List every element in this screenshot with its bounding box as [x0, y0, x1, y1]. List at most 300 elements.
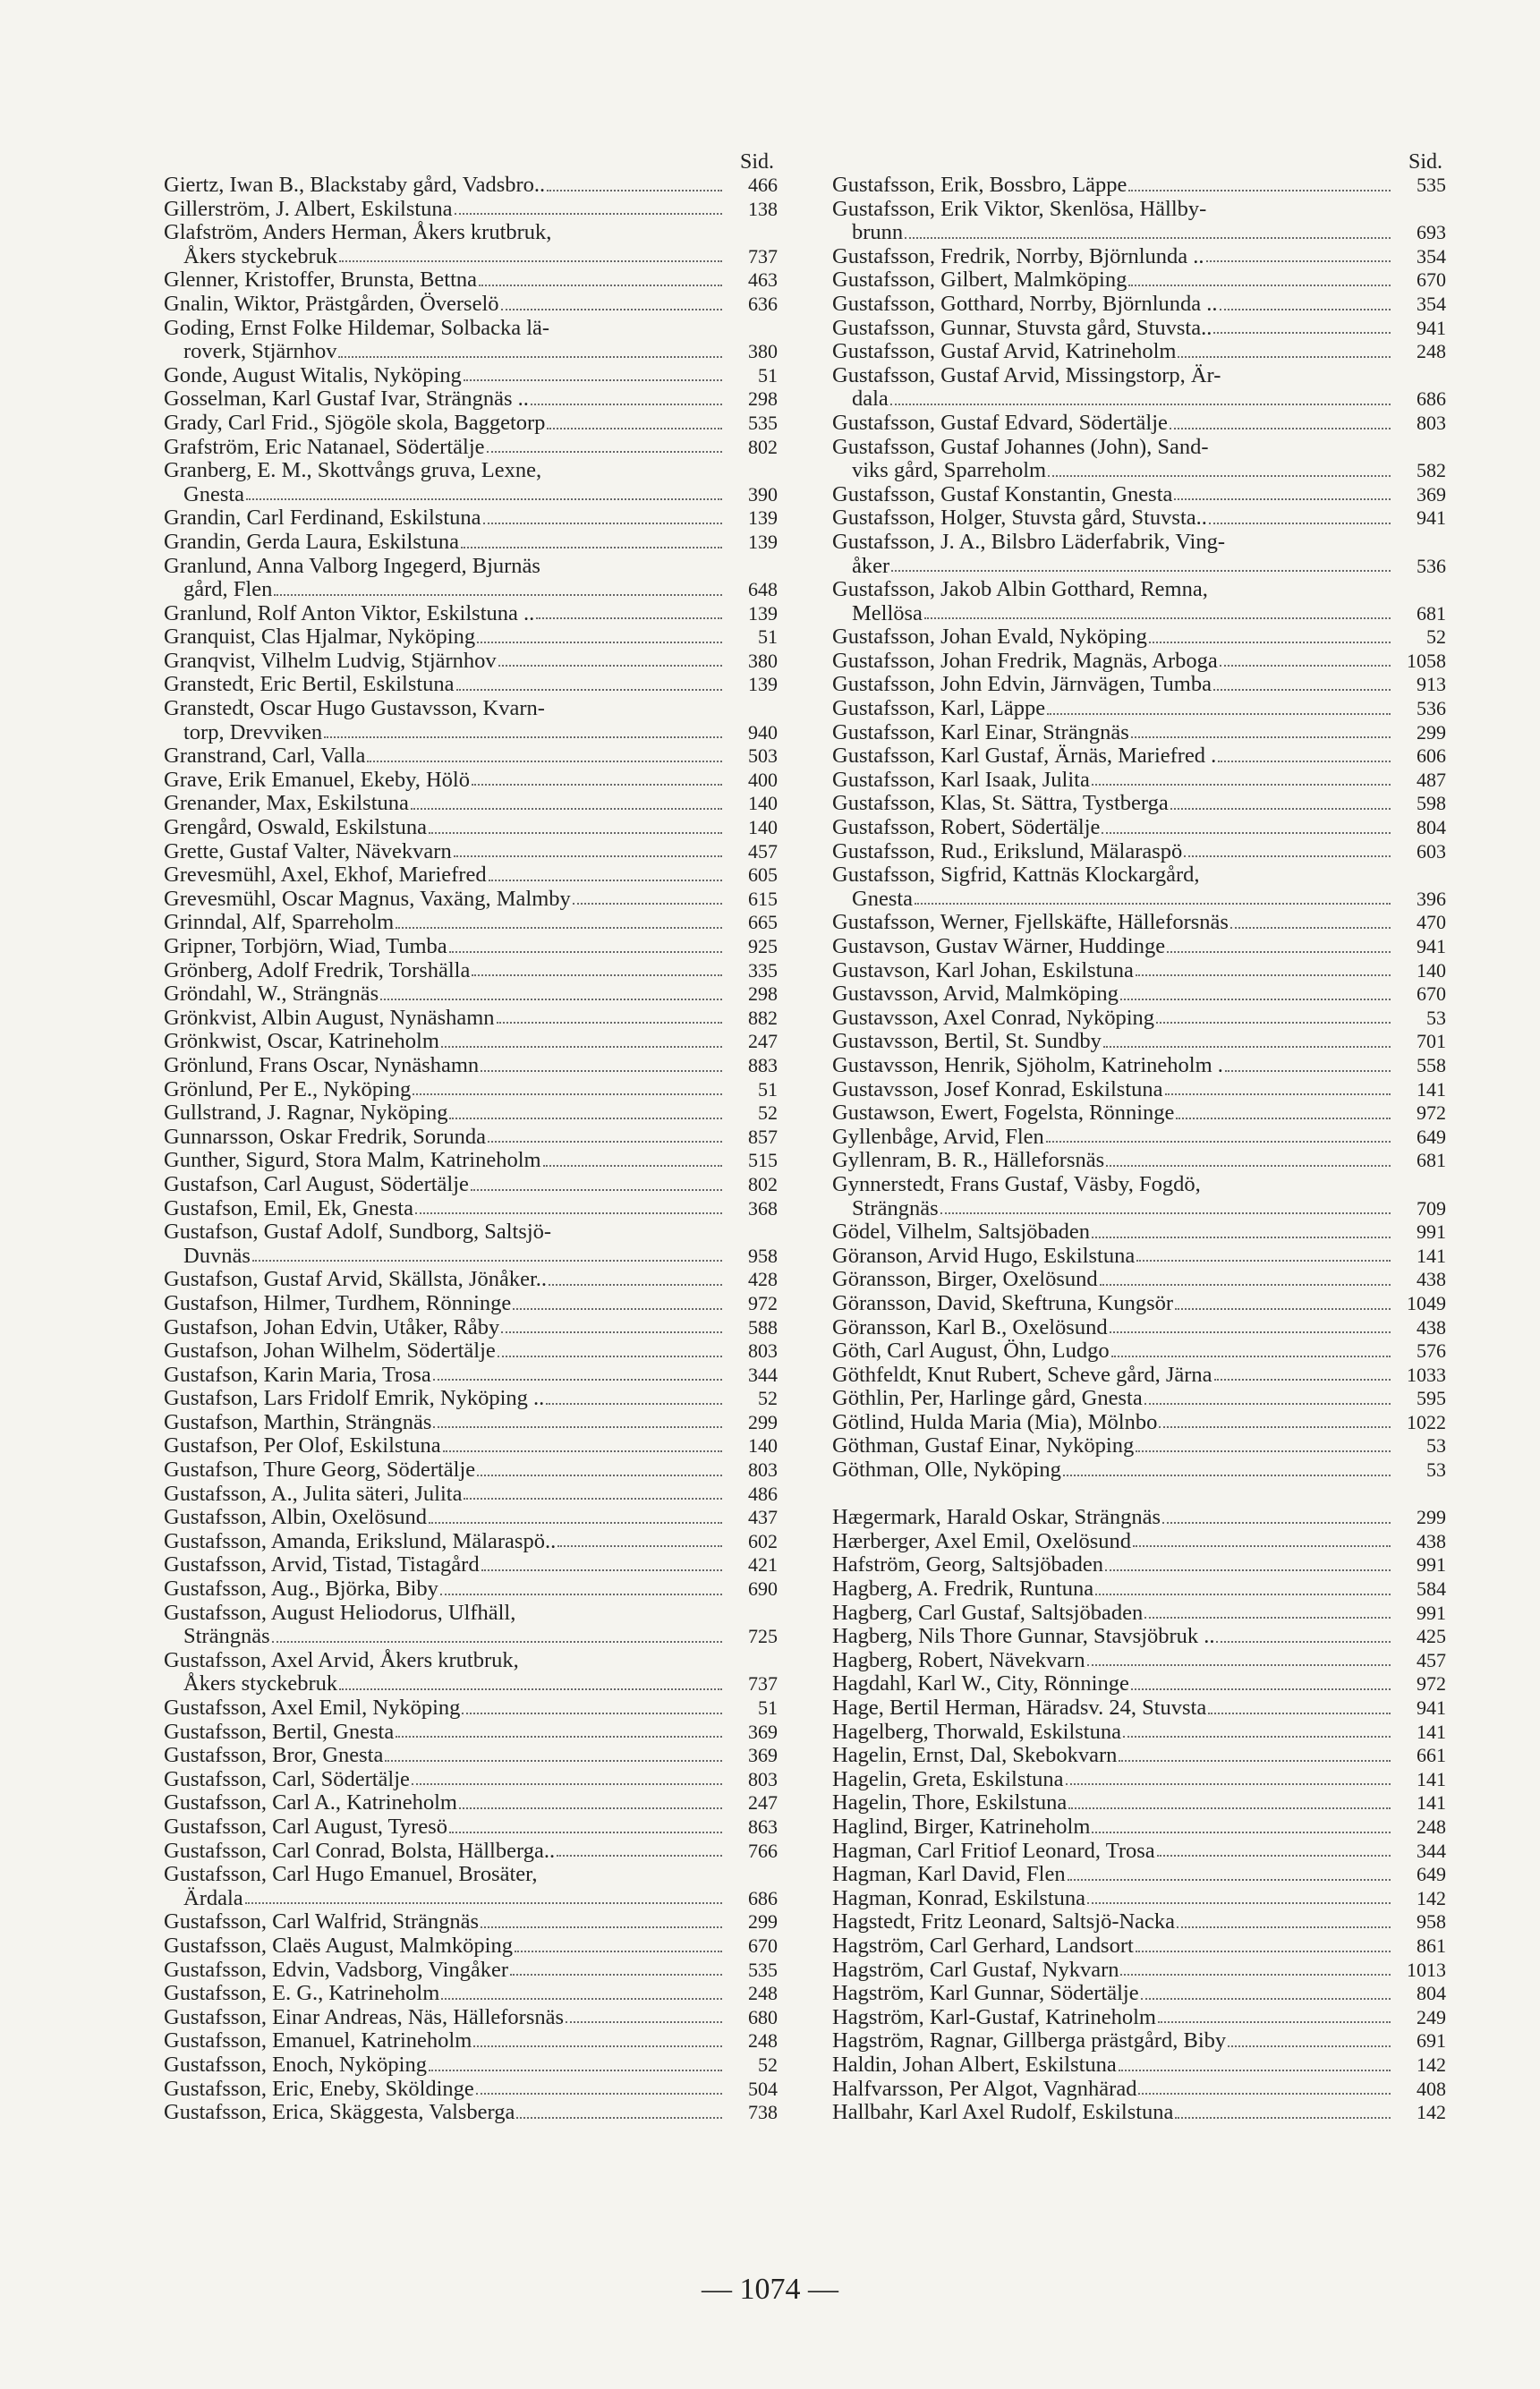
index-entry [832, 1530, 1446, 1554]
leader-dots [1103, 1045, 1391, 1048]
entry-page-number: 368 [748, 1196, 778, 1220]
index-entry [832, 863, 1446, 888]
index-entry [832, 1030, 1446, 1054]
entry-name: Göthman, Olle, Nyköping [832, 1458, 1061, 1483]
index-entry [832, 1959, 1446, 1983]
entry-name: Gustafsson, Klas, St. Sättra, Tystberga [832, 791, 1169, 816]
index-entry [832, 721, 1446, 745]
leader-dots [1206, 259, 1391, 262]
index-entry [832, 1387, 1446, 1411]
index-entry [164, 364, 778, 388]
index-entry [164, 1173, 778, 1197]
entry-name: Duvnäs [183, 1243, 251, 1268]
index-entry [164, 1815, 778, 1840]
entry-name: Gustafsson, Carl, Södertälje [164, 1766, 410, 1791]
leader-dots [891, 569, 1391, 572]
entry-page-number: 51 [758, 625, 778, 649]
entry-name: Gustafsson, Gustaf Konstantin, Gnesta [832, 481, 1173, 506]
index-entry [832, 531, 1446, 555]
entry-name: Gustafsson, Gunnar, Stuvsta gård, Stuvsta.. [832, 315, 1212, 340]
leader-dots [557, 1544, 722, 1547]
index-entry [164, 2006, 778, 2030]
entry-page-number: 299 [1417, 1506, 1446, 1529]
entry-page-number: 487 [1417, 768, 1446, 791]
index-entry [832, 2078, 1446, 2102]
index-entry [832, 1672, 1446, 1696]
entry-name: Glenner, Kristoffer, Brunsta, Bettna [164, 268, 478, 293]
left-column [164, 150, 778, 2125]
index-entry [832, 769, 1446, 793]
leader-dots [1165, 1092, 1391, 1095]
entry-name: Gustafsson, J. A., Bilsbro Läderfabrik, Ving- [832, 529, 1226, 554]
entry-page-number: 1022 [1407, 1410, 1446, 1433]
leader-dots [252, 1259, 722, 1262]
entry-page-number: 1033 [1407, 1363, 1446, 1386]
index-entry [164, 174, 778, 198]
leader-dots [1177, 1926, 1391, 1928]
entry-page-number: 335 [748, 958, 778, 982]
entry-page-number: 605 [748, 863, 778, 887]
index-entry [164, 245, 778, 269]
leader-dots [1131, 735, 1391, 738]
entry-page-number: 1049 [1407, 1291, 1446, 1314]
leader-dots [547, 189, 722, 191]
entry-name: Gustafson, Emil, Ek, Gnesta [164, 1195, 413, 1220]
leader-dots [549, 1283, 722, 1286]
entry-page-number: 470 [1417, 911, 1446, 934]
leader-dots [412, 1782, 722, 1785]
index-entry [832, 911, 1446, 935]
leader-dots [1138, 2092, 1391, 2095]
index-entry [164, 1149, 778, 1173]
entry-page-number: 380 [748, 649, 778, 672]
entry-name: Gustafson, Lars Fridolf Emrik, Nyköping .. [164, 1386, 545, 1411]
entry-name: Gyllenbåge, Arvid, Flen [832, 1124, 1044, 1149]
entry-page-number: 595 [1417, 1387, 1446, 1410]
entry-name: Gustafsson, Rud., Erikslund, Mälaraspö [832, 838, 1183, 863]
entry-page-number: 504 [748, 2077, 778, 2100]
index-entry [164, 1910, 778, 1934]
leader-dots [1110, 1331, 1391, 1333]
leader-dots [380, 998, 722, 1000]
leader-dots [566, 2020, 722, 2023]
entry-page-number: 248 [748, 2029, 778, 2053]
leader-dots [1176, 1117, 1391, 1119]
index-entry [832, 2101, 1446, 2125]
entry-name: Gunnarsson, Oskar Fredrik, Sorunda [164, 1124, 486, 1149]
leader-dots [429, 1521, 722, 1524]
leader-dots [546, 1402, 722, 1405]
entry-page-number: 941 [1417, 316, 1446, 339]
leader-dots [531, 403, 722, 405]
entry-page-number: 140 [748, 816, 778, 839]
leader-dots [339, 1688, 722, 1690]
entry-page-number: 766 [748, 1839, 778, 1862]
index-entry [164, 2029, 778, 2053]
leader-dots [472, 783, 722, 786]
entry-page-number: 503 [748, 744, 778, 768]
index-entry [832, 2006, 1446, 2030]
entry-name: Gustafsson, Sigfrid, Kattnäs Klockargård, [832, 863, 1200, 888]
entry-name: Strängnäs [183, 1624, 270, 1649]
index-entry [832, 1744, 1446, 1768]
leader-dots [1216, 1640, 1391, 1643]
entry-name: Gustafson, Hilmer, Turdhem, Rönninge [164, 1290, 512, 1315]
entry-name: Gustavsson, Bertil, St. Sundby [832, 1029, 1102, 1054]
index-entry [832, 697, 1446, 721]
leader-dots [1170, 427, 1391, 429]
index-entry [832, 1602, 1446, 1626]
entry-page-number: 138 [748, 197, 778, 220]
entry-page-number: 606 [1417, 744, 1446, 768]
entry-name: Ärdala [183, 1885, 243, 1910]
leader-dots [1047, 712, 1391, 715]
entry-name: Granstedt, Eric Bertil, Eskilstuna [164, 672, 455, 697]
entry-name: Gustafsson, Gilbert, Malmköping [832, 268, 1127, 293]
leader-dots [461, 546, 722, 548]
entry-name: Gustavsson, Axel Conrad, Nyköping [832, 1005, 1154, 1030]
entry-name: Gustafsson, Erik Viktor, Skenlösa, Hällby- [832, 196, 1207, 221]
index-entry [164, 1197, 778, 1221]
entry-name: Gustafsson, Karl Isaak, Julita [832, 767, 1090, 792]
index-entry [832, 1768, 1446, 1792]
entry-name: Granlund, Rolf Anton Viktor, Eskilstuna .. [164, 600, 535, 625]
leader-dots [1149, 641, 1391, 643]
entry-name: Hagström, Karl-Gustaf, Katrineholm [832, 2004, 1156, 2029]
sid-header-right: Sid. [1408, 150, 1442, 174]
leader-dots [1214, 1378, 1391, 1381]
entry-name: Granstrand, Carl, Valla [164, 744, 366, 769]
index-entry [164, 1887, 778, 1911]
entry-name: Haglind, Birger, Katrineholm [832, 1814, 1091, 1839]
entry-name: Giertz, Iwan B., Blackstaby gård, Vadsbro.. [164, 173, 546, 197]
leader-dots [449, 1117, 722, 1119]
entry-name: Hallbahr, Karl Axel Rudolf, Eskilstuna [832, 2100, 1174, 2125]
entry-page-number: 140 [748, 1434, 778, 1458]
entry-page-number: 535 [748, 411, 778, 434]
index-entry [832, 816, 1446, 840]
entry-page-number: 690 [748, 1577, 778, 1601]
leader-dots [433, 1378, 722, 1381]
entry-name: Gnesta [852, 886, 914, 911]
entry-name: Grave, Erik Emanuel, Ekeby, Hölö [164, 767, 470, 792]
entry-page-number: 53 [1426, 1458, 1446, 1482]
entry-name: Hagberg, Nils Thore Gunnar, Stavsjöbruk .. [832, 1624, 1215, 1649]
leader-dots [536, 616, 722, 619]
entry-name: Götlind, Hulda Maria (Mia), Mölnbo [832, 1409, 1158, 1434]
index-entry [164, 1625, 778, 1649]
index-entry [832, 1054, 1446, 1078]
entry-name: dala [852, 387, 889, 412]
leader-dots [472, 973, 722, 976]
entry-page-number: 972 [748, 1291, 778, 1314]
entry-page-number: 972 [1417, 1101, 1446, 1125]
leader-dots [1162, 1521, 1391, 1524]
entry-page-number: 369 [748, 1720, 778, 1743]
entry-page-number: 139 [748, 506, 778, 530]
index-entry [164, 1840, 778, 1864]
entry-name: brunn [852, 220, 904, 245]
entry-page-number: 438 [1417, 1529, 1446, 1552]
entry-page-number: 457 [748, 839, 778, 863]
index-entry [832, 1339, 1446, 1364]
index-entry [832, 364, 1446, 388]
leader-dots [1218, 760, 1391, 762]
entry-page-number: 425 [1417, 1625, 1446, 1648]
entry-name: Hagberg, A. Fredrik, Runtuna [832, 1577, 1094, 1602]
index-entry [164, 268, 778, 293]
index-entry [164, 792, 778, 816]
entry-name: Grönkwist, Oscar, Katrineholm [164, 1029, 439, 1054]
leader-dots [272, 1640, 722, 1643]
leader-dots [1228, 2045, 1391, 2047]
index-entry [164, 506, 778, 531]
leader-dots [473, 2045, 722, 2047]
entry-name: Gustafsson, Karl, Läppe [832, 696, 1046, 721]
entry-name: Göth, Carl August, Öhn, Ludgo [832, 1339, 1110, 1364]
index-entry [832, 1815, 1446, 1840]
entry-page-number: 139 [748, 601, 778, 625]
index-entry [164, 935, 778, 959]
entry-page-number: 51 [758, 363, 778, 387]
entry-page-number: 670 [1417, 982, 1446, 1006]
entry-page-number: 369 [1417, 482, 1446, 506]
entry-name: Hafström, Georg, Saltsjöbaden [832, 1552, 1104, 1577]
entry-name: Hagberg, Carl Gustaf, Saltsjöbaden [832, 1600, 1144, 1625]
leader-dots [1100, 1283, 1391, 1286]
entry-name: Gustafsson, Arvid, Tistad, Tistagård [164, 1552, 480, 1577]
entry-page-number: 649 [1417, 1125, 1446, 1148]
entry-page-number: 536 [1417, 697, 1446, 720]
entry-page-number: 141 [1417, 1791, 1446, 1815]
index-entry [164, 578, 778, 602]
entry-page-number: 861 [1417, 1934, 1446, 1957]
leader-dots [1144, 1616, 1391, 1619]
entry-page-number: 857 [748, 1125, 778, 1148]
entry-page-number: 438 [1417, 1268, 1446, 1291]
leader-dots [1092, 1236, 1391, 1238]
entry-page-number: 803 [1417, 411, 1446, 434]
leader-dots [456, 688, 722, 691]
entry-page-number: 428 [748, 1268, 778, 1291]
index-entry [832, 792, 1446, 816]
entry-name: Gustafsson, Claës August, Malmköping [164, 1933, 513, 1958]
leader-dots [455, 212, 722, 215]
leader-dots [1141, 1997, 1391, 2000]
index-entry [164, 1959, 778, 1983]
leader-dots [1178, 355, 1391, 358]
leader-dots [429, 2069, 722, 2071]
entry-page-number: 535 [1417, 174, 1446, 196]
entry-name: Gustafsson, E. G., Katrineholm [164, 1981, 440, 2006]
leader-dots [1068, 1807, 1391, 1809]
index-entry [832, 1696, 1446, 1721]
entry-page-number: 913 [1417, 673, 1446, 696]
entry-page-number: 804 [1417, 1982, 1446, 2005]
entry-name: Gustafson, Karin Maria, Trosa [164, 1362, 431, 1387]
entry-name: Gustafsson, August Heliodorus, Ulfhäll, [164, 1600, 516, 1625]
leader-dots [543, 1164, 722, 1167]
entry-name: Granquist, Clas Hjalmar, Nyköping [164, 625, 476, 650]
entry-name: Gustafson, Johan Edvin, Utåker, Råby [164, 1314, 500, 1339]
index-entry [832, 935, 1446, 959]
entry-name: roverk, Stjärnhov [183, 339, 337, 364]
index-entry [164, 531, 778, 555]
index-entry [164, 1577, 778, 1602]
leader-dots [1087, 1663, 1391, 1666]
leader-dots [459, 1807, 722, 1809]
index-entry [832, 340, 1446, 364]
leader-dots [1174, 497, 1391, 500]
leader-dots [1156, 1021, 1391, 1024]
index-entry [832, 245, 1446, 269]
leader-dots [339, 259, 722, 262]
entry-name: Gnesta [183, 481, 245, 506]
index-entry [832, 1840, 1446, 1864]
entry-page-number: 53 [1426, 1006, 1446, 1029]
index-entry [164, 1863, 778, 1887]
leader-dots [1209, 522, 1391, 524]
index-entry [164, 1364, 778, 1388]
entry-name: Gustafsson, Fredrik, Norrby, Björnlunda .. [832, 243, 1204, 268]
entry-page-number: 701 [1417, 1030, 1446, 1053]
entry-name: Gustavsson, Henrik, Sjöholm, Katrineholm . [832, 1052, 1223, 1077]
index-entry [164, 982, 778, 1007]
leader-dots [411, 807, 722, 810]
entry-page-number: 991 [1417, 1601, 1446, 1624]
leader-dots [905, 236, 1391, 239]
leader-dots [516, 2116, 722, 2119]
index-entry [164, 1411, 778, 1435]
leader-dots [1105, 1569, 1391, 1571]
entry-name: Gullstrand, J. Ragnar, Nyköping [164, 1101, 448, 1126]
entry-name: Göransson, Karl B., Oxelösund [832, 1314, 1108, 1339]
entry-name: Hagman, Carl Fritiof Leonard, Trosa [832, 1838, 1155, 1863]
index-entry [164, 2078, 778, 2102]
entry-page-number: 558 [1417, 1053, 1446, 1076]
leader-dots [497, 1021, 722, 1024]
entry-page-number: 665 [748, 911, 778, 934]
entry-page-number: 52 [758, 2053, 778, 2076]
leader-dots [1131, 1688, 1391, 1690]
entry-page-number: 248 [1417, 1815, 1446, 1838]
leader-dots [462, 1712, 722, 1714]
entry-name: Hagman, Konrad, Eskilstuna [832, 1885, 1086, 1910]
entry-name: Gustafsson, Erica, Skäggesta, Valsberga [164, 2100, 515, 2125]
index-entry [164, 1768, 778, 1792]
entry-page-number: 709 [1417, 1196, 1446, 1220]
index-entry [832, 506, 1446, 531]
index-entry [832, 1910, 1446, 1934]
section-gap [832, 1483, 1446, 1507]
entry-name: Grandin, Carl Ferdinand, Eskilstuna [164, 506, 481, 531]
index-entry [164, 1530, 778, 1554]
entry-page-number: 1013 [1407, 1958, 1446, 1981]
entry-name: Göransson, Birger, Oxelösund [832, 1267, 1098, 1292]
entry-page-number: 863 [748, 1815, 778, 1838]
leader-dots [1175, 1307, 1391, 1310]
leader-dots [464, 1497, 722, 1500]
leader-dots [464, 378, 722, 381]
leader-dots [274, 593, 722, 596]
index-entry [832, 744, 1446, 769]
entry-page-number: 140 [1417, 958, 1446, 982]
entry-name: Gustafsson, Johan Evald, Nyköping [832, 625, 1147, 650]
leader-dots [1220, 308, 1391, 310]
index-entry [164, 1101, 778, 1126]
entry-page-number: 247 [748, 1030, 778, 1053]
index-entry [164, 1292, 778, 1316]
entry-name: Gustafson, Gustaf Adolf, Sundborg, Saltsjö- [164, 1220, 552, 1245]
page-number-footer: — 1074 — [702, 2273, 838, 2306]
entry-name: Gustafsson, Carl Hugo Emanuel, Brosäter, [164, 1862, 538, 1887]
entry-name: Hagelin, Thore, Eskilstuna [832, 1790, 1068, 1815]
entry-page-number: 248 [1417, 340, 1446, 363]
leader-dots [440, 1593, 722, 1595]
index-entry [164, 483, 778, 507]
entry-page-number: 51 [758, 1077, 778, 1101]
entry-name: Gustafsson, Robert, Södertälje [832, 815, 1101, 840]
leader-dots [1136, 1450, 1391, 1452]
leader-dots [449, 950, 722, 953]
entry-page-number: 584 [1417, 1577, 1446, 1601]
right-entry-list [832, 174, 1446, 2125]
leader-dots [1120, 998, 1391, 1000]
index-entry [832, 2029, 1446, 2053]
leader-dots [1136, 973, 1391, 976]
entry-name: Granqvist, Vilhelm Ludvig, Stjärnhov [164, 648, 497, 673]
index-entry [164, 721, 778, 745]
leader-dots [1066, 1782, 1391, 1785]
index-entry [164, 198, 778, 222]
entry-page-number: 972 [1417, 1672, 1446, 1696]
entry-page-number: 390 [748, 482, 778, 506]
entry-name: Strängnäs [852, 1195, 939, 1220]
leader-dots [481, 1069, 722, 1072]
index-entry [832, 1268, 1446, 1292]
entry-name: Gustafsson, Bertil, Gnesta [164, 1719, 395, 1744]
entry-name: Hagelberg, Thorwald, Eskilstuna [832, 1719, 1121, 1744]
entry-name: Hagström, Karl Gunnar, Södertälje [832, 1981, 1139, 2006]
entry-page-number: 141 [1417, 1720, 1446, 1743]
entry-name: Åkers styckebruk [183, 1671, 338, 1696]
index-entry [164, 555, 778, 579]
entry-name: Gustafsson, A., Julita säteri, Julita [164, 1481, 463, 1506]
index-entry [164, 459, 778, 483]
entry-name: Åkers styckebruk [183, 243, 338, 268]
index-entry [832, 221, 1446, 245]
index-entry [832, 436, 1446, 460]
entry-name: Granstedt, Oscar Hugo Gustavsson, Kvarn- [164, 696, 545, 721]
index-entry [832, 888, 1446, 912]
entry-page-number: 661 [1417, 1744, 1446, 1767]
entry-name: Gustafsson, Enoch, Nyköping [164, 2052, 427, 2077]
leader-dots [501, 1331, 722, 1333]
index-entry [832, 1292, 1446, 1316]
entry-page-number: 680 [748, 2005, 778, 2028]
leader-dots [547, 427, 722, 429]
index-entry [164, 769, 778, 793]
index-entry [164, 1054, 778, 1078]
index-entry [164, 1553, 778, 1577]
index-entry [832, 1434, 1446, 1458]
entry-name: Hægermark, Harald Oskar, Strängnäs [832, 1505, 1161, 1530]
entry-name: Haldin, Johan Albert, Eskilstuna [832, 2052, 1117, 2077]
entry-page-number: 249 [1417, 2005, 1446, 2028]
leader-dots [573, 902, 722, 905]
index-entry [164, 816, 778, 840]
entry-name: Gripner, Torbjörn, Wiad, Tumba [164, 934, 447, 958]
